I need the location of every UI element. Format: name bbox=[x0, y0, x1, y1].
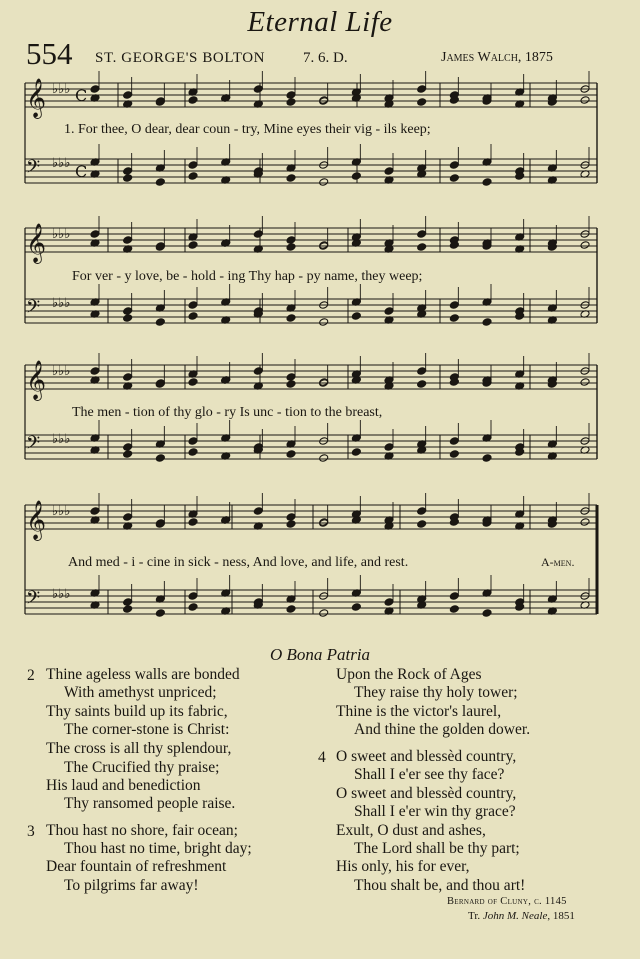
treble-clef: 𝄞 bbox=[26, 223, 47, 263]
treble-clef: 𝄞 bbox=[26, 78, 47, 118]
notehead bbox=[123, 167, 133, 176]
notehead bbox=[449, 314, 459, 323]
notehead bbox=[482, 318, 492, 327]
key-signature: ♭♭♭ bbox=[52, 227, 71, 242]
translator-prefix: Tr. bbox=[468, 910, 481, 922]
notehead bbox=[253, 367, 263, 376]
meter: 7. 6. D. bbox=[303, 50, 348, 66]
notehead bbox=[417, 85, 427, 94]
notehead bbox=[123, 373, 133, 382]
verse-4-line: O sweet and blessèd country, bbox=[336, 785, 517, 802]
key-signature: ♭♭♭ bbox=[52, 156, 71, 171]
hymn-number: 554 bbox=[26, 36, 73, 71]
verse-2-line: Thy saints build up its fabric, bbox=[46, 703, 228, 720]
notehead bbox=[253, 507, 263, 516]
notehead bbox=[123, 174, 133, 183]
notehead bbox=[449, 437, 459, 446]
notehead bbox=[155, 454, 165, 463]
notehead bbox=[482, 178, 492, 187]
key-signature: ♭♭♭ bbox=[52, 296, 71, 311]
notehead bbox=[319, 318, 329, 327]
translator-name: John M. Neale bbox=[482, 910, 548, 922]
notehead bbox=[253, 230, 263, 239]
notehead bbox=[188, 161, 198, 170]
notehead bbox=[286, 605, 296, 614]
notehead bbox=[123, 307, 133, 316]
translator-year: 1851 bbox=[552, 910, 575, 922]
key-signature: ♭♭♭ bbox=[52, 587, 71, 602]
notehead bbox=[417, 507, 427, 516]
hymn-subtitle: O Bona Patria bbox=[269, 645, 371, 664]
verse-4-line: Shall I e'er see thy face? bbox=[354, 766, 505, 783]
notehead bbox=[580, 241, 590, 250]
verse-2-line: The cross is all thy splendour, bbox=[46, 740, 232, 757]
verse-3-line: They raise thy holy tower; bbox=[354, 684, 518, 701]
verse-2-line: Thine ageless walls are bonded bbox=[46, 666, 240, 683]
notehead bbox=[384, 598, 394, 607]
notehead bbox=[188, 301, 198, 310]
notehead bbox=[90, 230, 100, 239]
verse-3-line: And thine the golden dower. bbox=[354, 721, 531, 738]
lyric-line-1: 1. For thee, O dear, dear coun - try, Mine eyes their vig - ils keep; bbox=[64, 122, 431, 137]
notehead bbox=[286, 520, 296, 529]
time-signature: C bbox=[75, 162, 88, 181]
notehead bbox=[286, 450, 296, 459]
notehead bbox=[449, 592, 459, 601]
treble-clef: 𝄞 bbox=[26, 360, 47, 400]
notehead bbox=[123, 443, 133, 452]
notehead bbox=[449, 174, 459, 183]
key-signature: ♭♭♭ bbox=[52, 504, 71, 519]
notehead bbox=[417, 367, 427, 376]
verse-2-line: Thy ransomed people raise. bbox=[64, 795, 236, 812]
notehead bbox=[123, 450, 133, 459]
notehead bbox=[90, 507, 100, 516]
notehead bbox=[155, 318, 165, 327]
bass-clef: 𝄢 bbox=[26, 297, 41, 322]
notehead bbox=[123, 513, 133, 522]
verse-3-line: Thou hast no shore, fair ocean; bbox=[46, 822, 238, 839]
verse-3-line: Dear fountain of refreshment bbox=[46, 858, 227, 875]
verse-4-line: Shall I e'er win thy grace? bbox=[354, 803, 516, 820]
translator-attribution: Tr. John M. Neale, 1851 bbox=[468, 910, 575, 922]
notehead bbox=[482, 454, 492, 463]
notehead bbox=[286, 243, 296, 252]
notehead bbox=[188, 96, 198, 105]
verse-2-line: His laud and benediction bbox=[46, 777, 201, 794]
verse-2-line: The Crucified thy praise; bbox=[64, 759, 220, 776]
notehead bbox=[351, 603, 361, 612]
notehead bbox=[319, 609, 329, 618]
bass-clef: 𝄢 bbox=[26, 433, 41, 458]
notehead bbox=[286, 91, 296, 100]
notehead bbox=[580, 518, 590, 527]
notehead bbox=[449, 161, 459, 170]
notehead bbox=[188, 312, 198, 321]
verse-4-line: The Lord shall be thy part; bbox=[354, 840, 520, 857]
notehead bbox=[188, 448, 198, 457]
notehead bbox=[90, 85, 100, 94]
notehead bbox=[188, 518, 198, 527]
key-signature: ♭♭♭ bbox=[52, 82, 71, 97]
verse-3-line: Thine is the victor's laurel, bbox=[336, 703, 502, 720]
notehead bbox=[351, 312, 361, 321]
notehead bbox=[188, 603, 198, 612]
notehead bbox=[417, 520, 427, 529]
notehead bbox=[188, 378, 198, 387]
verse-3-line: Upon the Rock of Ages bbox=[336, 666, 482, 683]
bass-clef: 𝄢 bbox=[26, 588, 41, 613]
notehead bbox=[286, 98, 296, 107]
verse-4-line: Exult, O dust and ashes, bbox=[336, 822, 486, 839]
notehead bbox=[384, 443, 394, 452]
notehead bbox=[417, 243, 427, 252]
notehead bbox=[449, 301, 459, 310]
notehead bbox=[123, 605, 133, 614]
notehead bbox=[384, 307, 394, 316]
notehead bbox=[286, 174, 296, 183]
notehead bbox=[286, 236, 296, 245]
notehead bbox=[123, 91, 133, 100]
notehead bbox=[449, 450, 459, 459]
bass-clef: 𝄢 bbox=[26, 157, 41, 182]
notehead bbox=[319, 454, 329, 463]
amen-lyric: A-men. bbox=[541, 555, 575, 569]
notehead bbox=[286, 314, 296, 323]
verse-3-line: Thou hast no time, bright day; bbox=[64, 840, 252, 857]
notehead bbox=[188, 172, 198, 181]
notehead bbox=[351, 172, 361, 181]
notehead bbox=[286, 513, 296, 522]
notehead bbox=[188, 592, 198, 601]
verse-2-line: The corner-stone is Christ: bbox=[64, 721, 230, 738]
notehead bbox=[319, 178, 329, 187]
verse-2-number: 2 bbox=[27, 667, 35, 684]
notehead bbox=[449, 605, 459, 614]
notehead bbox=[417, 230, 427, 239]
notehead bbox=[417, 98, 427, 107]
notehead bbox=[580, 378, 590, 387]
verse-3-line: To pilgrims far away! bbox=[64, 877, 199, 894]
verse-4-line: His only, his for ever, bbox=[336, 858, 470, 875]
verse-4-line: Thou shalt be, and thou art! bbox=[354, 877, 526, 894]
verse-4-number: 4 bbox=[318, 749, 326, 766]
verse-4-line: O sweet and blessèd country, bbox=[336, 748, 517, 765]
notehead bbox=[253, 85, 263, 94]
notehead bbox=[351, 448, 361, 457]
notehead bbox=[580, 96, 590, 105]
notehead bbox=[155, 609, 165, 618]
notehead bbox=[286, 380, 296, 389]
tune-name: ST. GEORGE'S BOLTON bbox=[95, 50, 266, 66]
notehead bbox=[123, 598, 133, 607]
lyric-line-2: For ver - y love, be - hold - ing Thy hap - py name, they weep; bbox=[72, 269, 423, 284]
key-signature: ♭♭♭ bbox=[52, 432, 71, 447]
treble-clef: 𝄞 bbox=[26, 500, 47, 540]
notehead bbox=[123, 314, 133, 323]
notehead bbox=[155, 178, 165, 187]
lyric-line-3: The men - tion of thy glo - ry Is unc - tion to the breast, bbox=[72, 405, 383, 420]
notehead bbox=[90, 367, 100, 376]
composer: James Walch, 1875 bbox=[441, 50, 553, 65]
notehead bbox=[123, 236, 133, 245]
verse-3-number: 3 bbox=[27, 823, 35, 840]
verse-2-line: With amethyst unpriced; bbox=[64, 684, 217, 701]
notehead bbox=[482, 609, 492, 618]
notehead bbox=[188, 437, 198, 446]
notehead bbox=[188, 241, 198, 250]
section-title: Eternal Life bbox=[247, 6, 393, 38]
time-signature: C bbox=[75, 86, 88, 105]
lyric-line-4: And med - i - cine in sick - ness, And love, and life, and rest. bbox=[68, 555, 409, 570]
notehead bbox=[384, 167, 394, 176]
notehead bbox=[286, 373, 296, 382]
notehead bbox=[417, 380, 427, 389]
author-attribution: Bernard of Cluny, c. 1145 bbox=[447, 896, 567, 907]
key-signature: ♭♭♭ bbox=[52, 364, 71, 379]
